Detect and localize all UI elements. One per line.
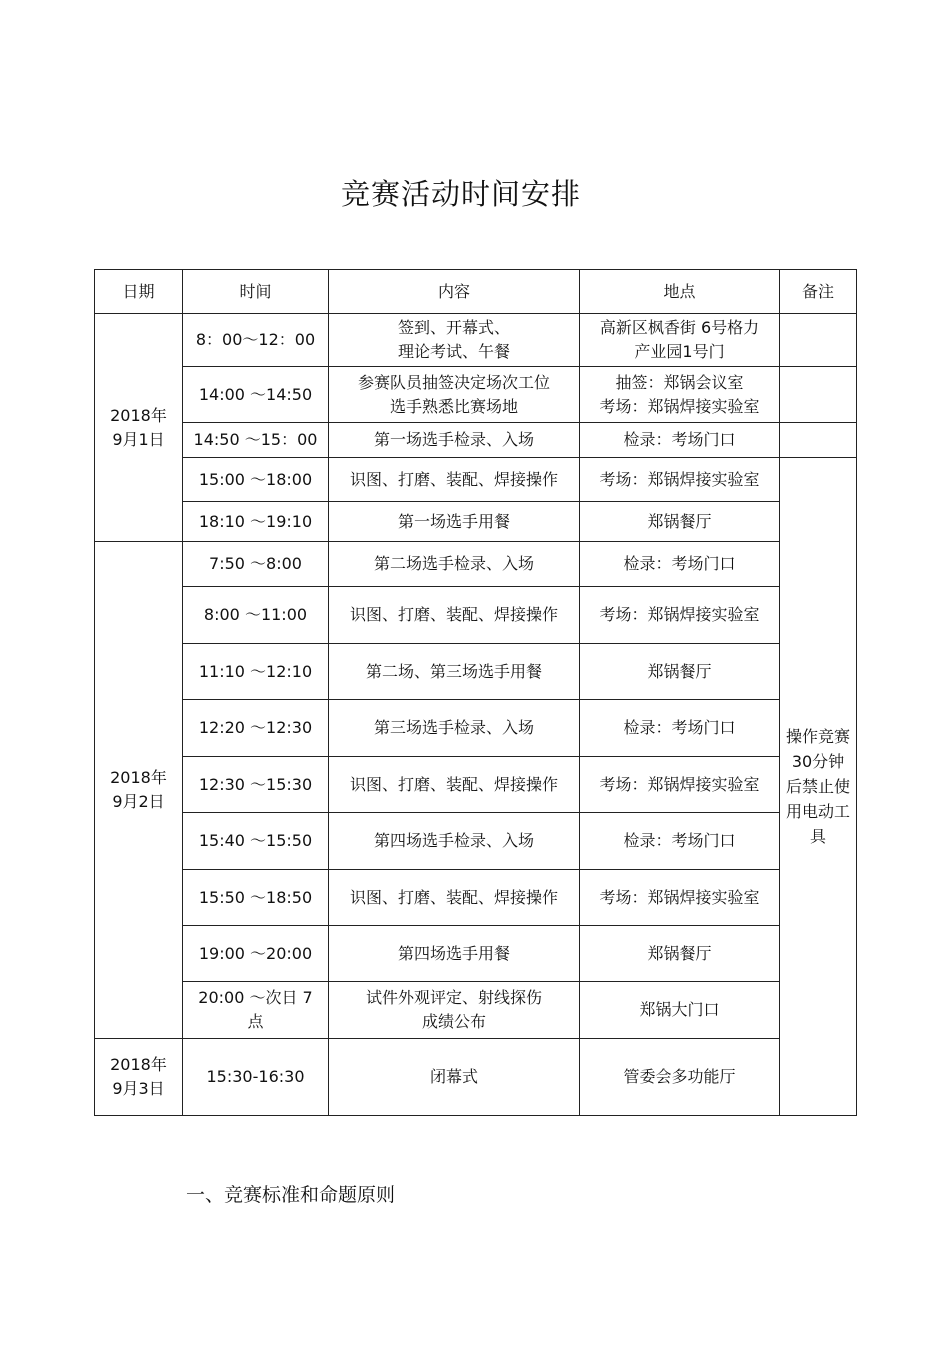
content-cell: 第二场选手检录、入场 [329,542,580,587]
content-cell: 第三场选手检录、入场 [329,700,580,757]
location-cell: 考场：郑锅焊接实验室 [580,587,780,644]
time-cell: 12:30 ～15:30 [183,757,329,813]
date-cell: 2018年 9月3日 [95,1039,183,1116]
header-time: 时间 [183,270,329,314]
time-cell: 14:00 ～14:50 [183,367,329,423]
time-cell: 18:10 ～19:10 [183,502,329,542]
note-cell [780,367,857,423]
content-cell: 第一场选手检录、入场 [329,423,580,458]
time-cell: 14:50 ～15：00 [183,423,329,458]
table-row [95,926,857,982]
content-cell: 识图、打磨、装配、焊接操作 [329,757,580,813]
header-content: 内容 [329,270,580,314]
table-row [95,314,857,367]
time-cell: 8:00 ～11:00 [183,587,329,644]
location-cell: 郑锅餐厅 [580,644,780,700]
table-header-row [95,270,857,314]
time-cell: 20:00 ～次日 7 点 [183,982,329,1039]
table-row [95,813,857,870]
time-cell: 15:30-16:30 [183,1039,329,1116]
location-cell: 郑锅餐厅 [580,926,780,982]
date-cell: 2018年 9月1日 [95,314,183,542]
time-cell: 12:20 ～12:30 [183,700,329,757]
location-cell: 抽签：郑锅会议室 考场：郑锅焊接实验室 [580,367,780,423]
table-row [95,644,857,700]
time-cell: 11:10 ～12:10 [183,644,329,700]
schedule-table [94,269,857,1116]
page-title: 竞赛活动时间安排 [340,177,581,211]
time-cell: 15:00 ～18:00 [183,458,329,502]
location-cell: 检录：考场门口 [580,813,780,870]
content-cell: 第二场、第三场选手用餐 [329,644,580,700]
table-row [95,423,857,458]
location-cell: 检录：考场门口 [580,700,780,757]
time-cell: 15:40 ～15:50 [183,813,329,870]
content-cell: 第四场选手检录、入场 [329,813,580,870]
table-row [95,502,857,542]
content-cell: 识图、打磨、装配、焊接操作 [329,587,580,644]
content-cell: 参赛队员抽签决定场次工位 选手熟悉比赛场地 [329,367,580,423]
header-location: 地点 [580,270,780,314]
table-row [95,870,857,926]
table-row [95,1039,857,1116]
location-cell: 高新区枫香街 6号格力 产业园1号门 [580,314,780,367]
location-cell: 检录：考场门口 [580,423,780,458]
table-row [95,542,857,587]
location-cell: 检录：考场门口 [580,542,780,587]
date-cell: 2018年 9月2日 [95,542,183,1039]
content-cell: 试件外观评定、射线探伤 成绩公布 [329,982,580,1039]
table-row [95,458,857,502]
time-cell: 19:00 ～20:00 [183,926,329,982]
time-cell: 15:50 ～18:50 [183,870,329,926]
time-cell: 8：00～12：00 [183,314,329,367]
location-cell: 郑锅大门口 [580,982,780,1039]
header-date: 日期 [95,270,183,314]
location-cell: 考场：郑锅焊接实验室 [580,458,780,502]
section-heading: 一、竞赛标准和命题原则 [186,1184,396,1206]
location-cell: 考场：郑锅焊接实验室 [580,870,780,926]
table-row [95,700,857,757]
table-row [95,367,857,423]
table-row [95,982,857,1039]
table-row [95,757,857,813]
location-cell: 考场：郑锅焊接实验室 [580,757,780,813]
content-cell: 第四场选手用餐 [329,926,580,982]
note-cell-merged: 操作竞赛30分钟后禁止使用电动工具 [780,458,857,1116]
content-cell: 第一场选手用餐 [329,502,580,542]
note-cell [780,423,857,458]
table-row [95,587,857,644]
location-cell: 郑锅餐厅 [580,502,780,542]
time-cell: 7:50 ～8:00 [183,542,329,587]
content-cell: 闭幕式 [329,1039,580,1116]
content-cell: 识图、打磨、装配、焊接操作 [329,870,580,926]
content-cell: 识图、打磨、装配、焊接操作 [329,458,580,502]
header-note: 备注 [780,270,857,314]
location-cell: 管委会多功能厅 [580,1039,780,1116]
content-cell: 签到、开幕式、 理论考试、午餐 [329,314,580,367]
note-cell [780,314,857,367]
